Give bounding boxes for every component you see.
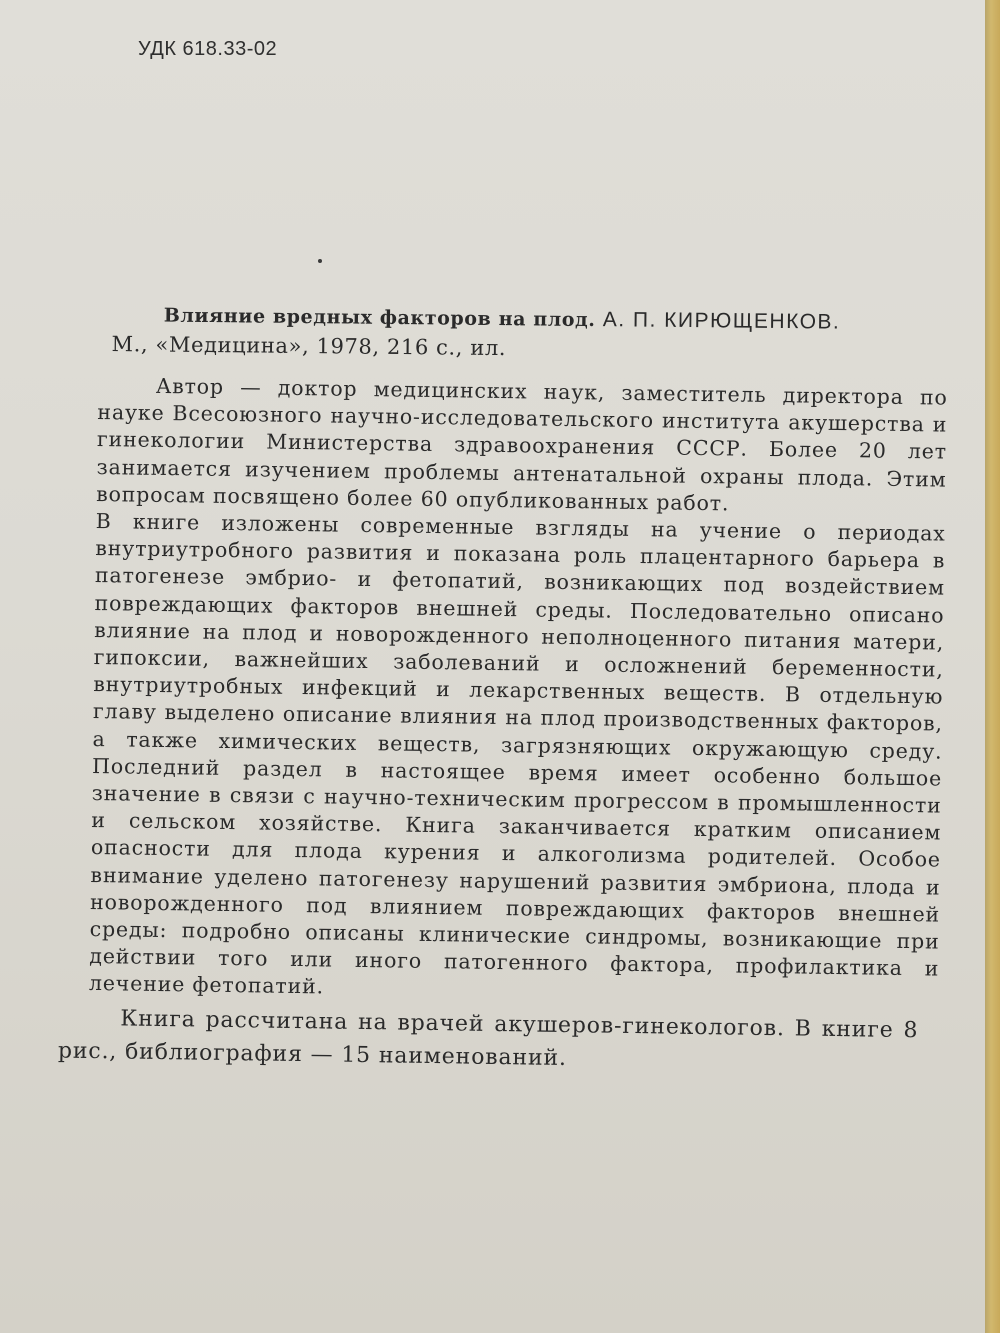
page-edge <box>985 0 1000 1333</box>
bibliographic-entry <box>111 300 942 368</box>
book-title: Влияние вредных факторов на плод. <box>163 304 596 332</box>
paragraph-about-author: Автор — доктор медицинских наук, заместитель директора по науке Всесоюзного научно-исследовательского института акушерства и гинекологии Министерства здравоохранения СССР. Более 20 лет занимается изучением проблемы антенатальной охраны плода. Этим вопросам посвящено более 60 опубликованных работ. <box>96 373 948 516</box>
paragraph-audience: Книга рассчитана на врачей акушеров-гинекологов. В книге 8 рис., библиография — 15 наименований. <box>57 1006 919 1071</box>
book-author: А. П. КИРЮЩЕНКОВ. <box>602 308 841 334</box>
paragraph-book-summary: В книге изложены современные взгляды на учение о периодах внутриутробного развития и показана роль плацентарного барьера в патогенезе эмбрио- и фетопатий, возникающих под воздействием повреждающих факторов внешней среды. Последовательно описано влияние на плод и новорожденного неполноценного питания матери, гипоксии, важнейших заболеваний и осложнений беременности, внутриутробных инфекций и лекарственных веществ. В отдельную главу выделено описание влияния на плод производственных факторов, а также химических веществ, загрязняющих окружающую среду. Последний раздел в настоящее время имеет особенно большое значение в связи с научно-техническим прогрессом в промышленности и сельском хозяйстве. Книга заканчивается кратким описанием опасности для плода курения и алкоголизма родителей. Особое внимание уделено патогенезу нарушений развития эмбриона, плода и новорожденного под влиянием повреждающих факторов внешней среды: подробно описаны клинические синдромы, возникающие при действии того или иного патогенного фактора, профилактика и лечение фетопатий. <box>88 509 946 999</box>
annotation-text <box>57 372 948 1080</box>
udk-code: УДК 618.33-02 <box>138 38 278 60</box>
print-speck <box>318 259 322 263</box>
publication-info: М., «Медицина», 1978, 216 с., ил. <box>111 331 507 361</box>
